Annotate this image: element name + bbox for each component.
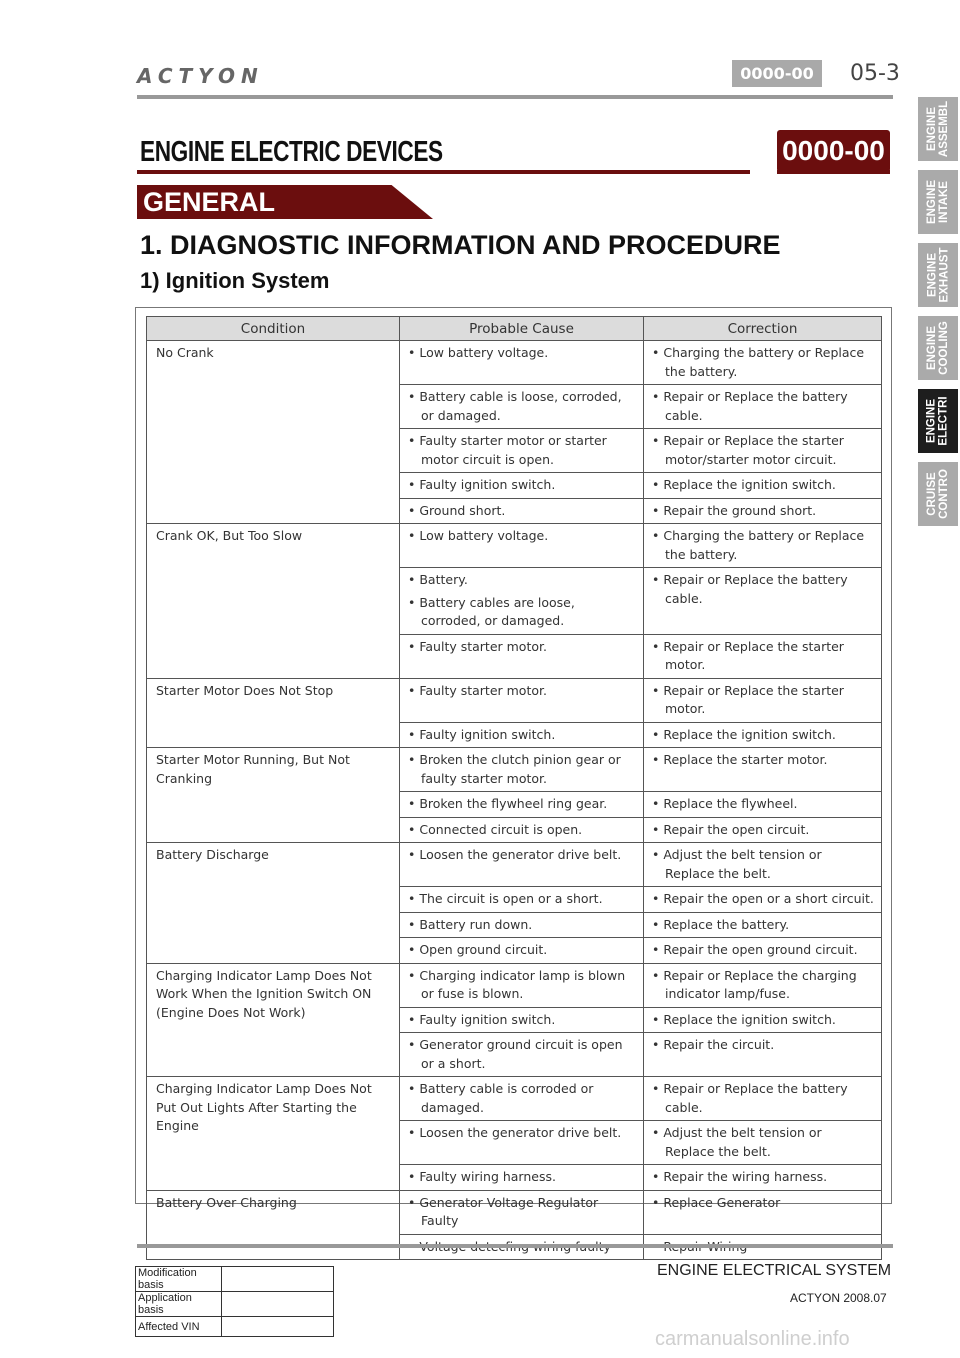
probable-cause-cell <box>400 429 644 473</box>
probable-cause-cell <box>400 792 644 818</box>
correction-cell <box>644 938 882 964</box>
correction-cell <box>644 1007 882 1033</box>
probable-cause-cell <box>400 722 644 748</box>
correction-cell <box>644 1077 882 1121</box>
side-tab-intake[interactable] <box>918 170 958 234</box>
probable-cause-cell <box>400 817 644 843</box>
cause-item: • Generator Voltage Regulator Faulty <box>408 1194 599 1228</box>
correction-item: • Charging the battery or Replace the battery. <box>652 528 865 562</box>
correction-cell <box>644 722 882 748</box>
correction-item: • Repair the wiring harness. <box>652 1169 828 1184</box>
correction-cell <box>644 963 882 1007</box>
probable-cause-cell <box>400 634 644 678</box>
cause-item: • Loosen the generator drive belt. <box>408 1125 622 1140</box>
correction-cell <box>644 1190 882 1234</box>
probable-cause-cell <box>400 473 644 499</box>
probable-cause-cell <box>400 341 644 385</box>
cause-item: • Faulty starter motor or starter motor circuit is open. <box>408 433 607 467</box>
correction-item: • Replace Generator <box>652 1194 781 1210</box>
table-row <box>147 1077 882 1121</box>
cause-item: • Faulty ignition switch. <box>408 726 556 742</box>
header-correction: Correction <box>644 317 882 341</box>
side-tab-label: ENGINE COOLING <box>926 321 951 375</box>
condition-cell: Charging Indicator Lamp Does Not Work When the Ignition Switch ON (Engine Does Not Work) <box>147 963 400 1077</box>
cause-item: • Broken the clutch pinion gear or faulty starter motor. <box>408 752 621 786</box>
table-row <box>147 843 882 887</box>
side-tab-contro[interactable] <box>918 462 958 526</box>
brand-logo: ACTYON <box>137 64 264 88</box>
general-banner-label: GENERAL <box>143 187 276 217</box>
cause-item: • Charging indicator lamp is blown or fuse is blown. <box>408 967 626 1001</box>
probable-cause-cell <box>400 678 644 722</box>
correction-item: • Replace the ignition switch. <box>652 477 836 492</box>
correction-cell <box>644 524 882 568</box>
side-tab-label: CRUISE CONTRO <box>926 469 950 519</box>
cause-item: • Battery run down. <box>408 916 533 932</box>
table-header-row <box>147 317 882 341</box>
correction-item: • Repair the ground short. <box>652 502 817 518</box>
probable-cause-cell <box>400 385 644 429</box>
correction-item: • Replace the battery. <box>652 916 790 932</box>
probable-cause-cell <box>400 938 644 964</box>
condition-cell: Battery Discharge <box>147 843 400 964</box>
correction-item: • Repair the open ground circuit. <box>652 942 858 957</box>
correction-item: • Replace the ignition switch. <box>652 1011 836 1027</box>
probable-cause-cell <box>400 524 644 568</box>
probable-cause-cell <box>400 1077 644 1121</box>
footer-subtitle: ACTYON 2008.07 <box>790 1291 887 1305</box>
correction-cell <box>644 1165 882 1191</box>
correction-item: • Repair or Replace the battery cable. <box>652 572 848 606</box>
condition-cell: Charging Indicator Lamp Does Not Put Out Lights After Starting the Engine <box>147 1077 400 1191</box>
section-title-underline <box>137 170 750 174</box>
correction-item: • Adjust the belt tension or Replace the belt. <box>652 1125 822 1159</box>
cause-item: • Battery cable is corroded or damaged. <box>408 1081 594 1115</box>
probable-cause-cell <box>400 1121 644 1165</box>
probable-cause-cell <box>400 887 644 913</box>
condition-cell: Starter Motor Running, But Not Cranking <box>147 748 400 843</box>
section-code-underline <box>777 170 890 174</box>
modification-value <box>222 1267 334 1292</box>
correction-item: • Replace the flywheel. <box>652 796 798 811</box>
modification-row <box>136 1267 334 1292</box>
correction-cell <box>644 568 882 635</box>
side-tab-label: ENGINE EXHAUST <box>926 247 951 303</box>
modification-value <box>222 1317 334 1337</box>
correction-item: • Repair the open or a short circuit. <box>652 891 874 906</box>
modification-label: Application basis <box>136 1292 222 1317</box>
probable-cause-cell <box>400 1190 644 1234</box>
cause-item: • Generator ground circuit is open or a short. <box>408 1037 623 1071</box>
correction-cell <box>644 498 882 524</box>
cause-item: • Battery cables are loose, corroded, or damaged. <box>408 594 575 628</box>
side-tab-exhaust[interactable] <box>918 243 958 307</box>
table-row <box>147 341 882 385</box>
correction-cell <box>644 634 882 678</box>
correction-cell <box>644 1121 882 1165</box>
side-tab-assembl[interactable] <box>918 97 958 161</box>
condition-cell: Battery Over Charging <box>147 1190 400 1260</box>
condition-cell: Crank OK, But Too Slow <box>147 524 400 679</box>
probable-cause-cell <box>400 843 644 887</box>
table-row <box>147 748 882 792</box>
cause-item: • Loosen the generator drive belt. <box>408 847 622 862</box>
modification-row <box>136 1292 334 1317</box>
page-number: 05-3 <box>850 61 900 86</box>
header-code-badge: 0000-00 <box>732 60 822 87</box>
footer-title: ENGINE ELECTRICAL SYSTEM <box>657 1262 892 1279</box>
side-tab-cooling[interactable] <box>918 316 958 380</box>
side-tab-label: ENGINE ASSEMBL <box>926 100 951 158</box>
watermark: carmanualsonline.info <box>655 1328 850 1350</box>
footer-divider <box>137 1244 893 1248</box>
correction-item: • Repair or Replace the starter motor/starter motor circuit. <box>652 433 844 467</box>
cause-item: • Broken the flywheel ring gear. <box>408 796 608 811</box>
table-row <box>147 524 882 568</box>
correction-cell <box>644 385 882 429</box>
correction-cell <box>644 912 882 938</box>
probable-cause-cell <box>400 568 644 635</box>
cause-item: • Faulty starter motor. <box>408 682 547 698</box>
header-condition: Condition <box>147 317 400 341</box>
probable-cause-cell <box>400 912 644 938</box>
condition-cell: No Crank <box>147 341 400 524</box>
table-row <box>147 1190 882 1234</box>
cause-item: • Faulty ignition switch. <box>408 477 556 492</box>
correction-cell <box>644 792 882 818</box>
table-row <box>147 678 882 722</box>
correction-item: • Replace the starter motor. <box>652 752 828 767</box>
correction-cell <box>644 678 882 722</box>
side-tab-label: ENGINE ELECTRI <box>926 396 951 446</box>
correction-item: • Adjust the belt tension or Replace the belt. <box>652 847 822 881</box>
cause-item: • Low battery voltage. <box>408 345 549 360</box>
cause-item: • Ground short. <box>408 502 506 518</box>
correction-cell <box>644 341 882 385</box>
cause-item: • Faulty wiring harness. <box>408 1169 556 1184</box>
correction-cell <box>644 429 882 473</box>
section-code-badge: 0000-00 <box>777 130 890 172</box>
modification-label: Affected VIN <box>136 1317 222 1337</box>
correction-item: • Replace the ignition switch. <box>652 726 836 742</box>
cause-item: • Faulty starter motor. <box>408 638 547 654</box>
diagnostic-table <box>146 316 882 1260</box>
correction-cell <box>644 1033 882 1077</box>
condition-cell: Starter Motor Does Not Stop <box>147 678 400 748</box>
probable-cause-cell <box>400 748 644 792</box>
cause-item: • The circuit is open or a short. <box>408 891 603 906</box>
section-title: ENGINE ELECTRIC DEVICES <box>140 136 443 168</box>
correction-item: • Repair or Replace the battery cable. <box>652 1081 848 1115</box>
correction-item: • Repair the circuit. <box>652 1037 775 1052</box>
correction-item: • Repair or Replace the starter motor. <box>652 682 844 716</box>
heading-diagnostic: 1. DIAGNOSTIC INFORMATION AND PROCEDURE <box>140 230 781 260</box>
cause-item: • Low battery voltage. <box>408 528 549 543</box>
table-row <box>147 963 882 1007</box>
cause-item: • Open ground circuit. <box>408 942 548 957</box>
probable-cause-cell <box>400 963 644 1007</box>
correction-item: • Repair the open circuit. <box>652 821 810 837</box>
header-divider <box>137 95 893 99</box>
correction-item: • Repair or Replace the starter motor. <box>652 638 844 672</box>
correction-cell <box>644 887 882 913</box>
correction-item: • Repair or Replace the battery cable. <box>652 389 848 423</box>
header-probable-cause: Probable Cause <box>400 317 644 341</box>
probable-cause-cell <box>400 1165 644 1191</box>
side-tab-electri[interactable] <box>918 389 958 453</box>
heading-ignition-system: 1) Ignition System <box>140 268 330 293</box>
probable-cause-cell <box>400 498 644 524</box>
cause-item: • Connected circuit is open. <box>408 821 583 837</box>
correction-cell <box>644 817 882 843</box>
correction-item: • Repair or Replace the charging indicator lamp/fuse. <box>652 967 857 1001</box>
correction-cell <box>644 843 882 887</box>
cause-item: • Faulty ignition switch. <box>408 1011 556 1027</box>
modification-row <box>136 1317 334 1337</box>
side-tab-label: ENGINE INTAKE <box>926 179 950 225</box>
correction-cell <box>644 748 882 792</box>
correction-cell <box>644 473 882 499</box>
modification-value <box>222 1292 334 1317</box>
modification-table <box>135 1266 334 1337</box>
correction-item: • Charging the battery or Replace the battery. <box>652 345 865 379</box>
probable-cause-cell <box>400 1033 644 1077</box>
cause-item: • Battery cable is loose, corroded, or damaged. <box>408 389 622 423</box>
modification-label: Modification basis <box>136 1267 222 1292</box>
cause-item: • Battery. <box>408 572 468 587</box>
probable-cause-cell <box>400 1007 644 1033</box>
